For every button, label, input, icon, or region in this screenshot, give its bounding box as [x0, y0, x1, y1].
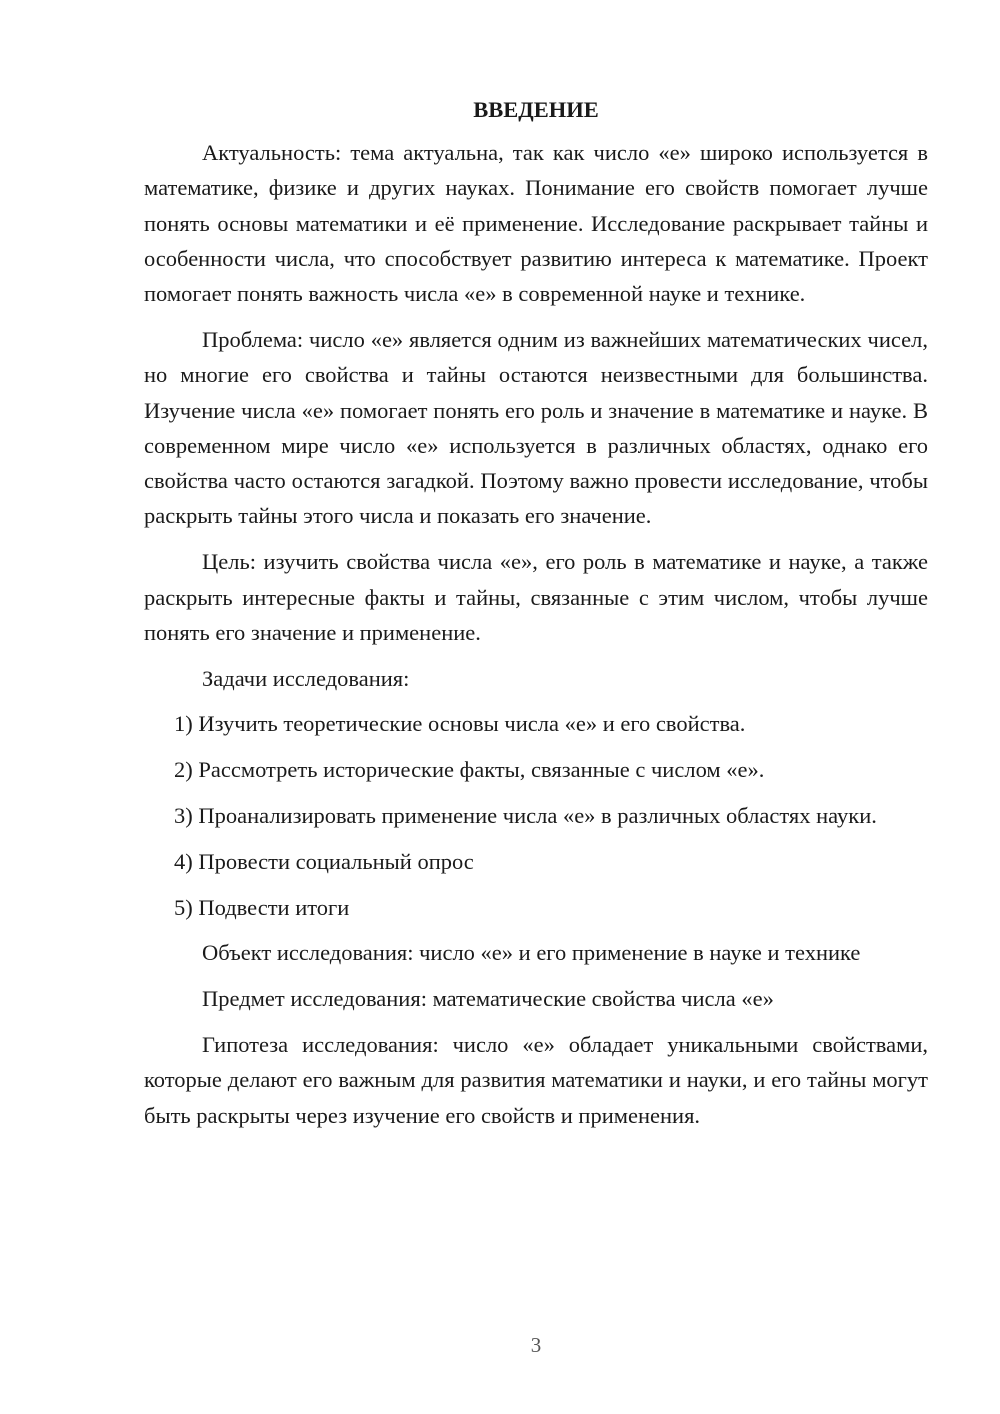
tasks-heading: Задачи исследования:: [202, 665, 410, 691]
task-item-1: 1) Изучить теоретические основы числа «e» и его свойства.: [174, 711, 746, 737]
task-item-4: 4) Провести социальный опрос: [174, 848, 474, 874]
goal-paragraph: Цель: изучить свойства числа «e», его роль в математике и науке, а также раскрыть интересные факты и тайны, связанные с этим числом, чтобы лучше понять его значение и применение.: [144, 549, 928, 645]
document-body: [144, 92, 928, 1133]
task-item-3: 3) Проанализировать применение числа «e» в различных областях науки.: [174, 803, 877, 829]
task-item-5: 5) Подвести итоги: [174, 894, 350, 920]
task-item-2: 2) Рассмотреть исторические факты, связанные с числом «e».: [174, 757, 765, 783]
research-object: Объект исследования: число «e» и его применение в науке и технике: [202, 940, 861, 966]
relevance-paragraph: Актуальность: тема актуальна, так как число «e» широко используется в математике, физике и других науках. Понимание его свойств помогает лучше понять основы математики и её применение. Исследование раскрывает тайны и особенности числа, что способствует развитию интереса к математике. Проект помогает понять важность числа «e» в современной науке и технике.: [144, 140, 928, 307]
page-number: 3: [530, 1333, 542, 1357]
problem-paragraph: Проблема: число «e» является одним из важнейших математических чисел, но многие его свойства и тайны остаются неизвестными для большинства. Изучение числа «e» помогает понять его роль и значение в математике и науке. В современном мире число «e» используется в различных областях, однако его свойства часто остаются загадкой. Поэтому важно провести исследование, чтобы раскрыть тайны этого числа и показать его значение.: [144, 326, 928, 529]
hypothesis-paragraph: Гипотеза исследования: число «e» обладает уникальными свойствами, которые делают его важным для развития математики и науки, и его тайны могут быть раскрыты через изучение его свойств и применения.: [144, 1032, 928, 1128]
page-title: ВВЕДЕНИЕ: [473, 97, 599, 122]
research-subject: Предмет исследования: математические свойства числа «e»: [202, 986, 774, 1012]
